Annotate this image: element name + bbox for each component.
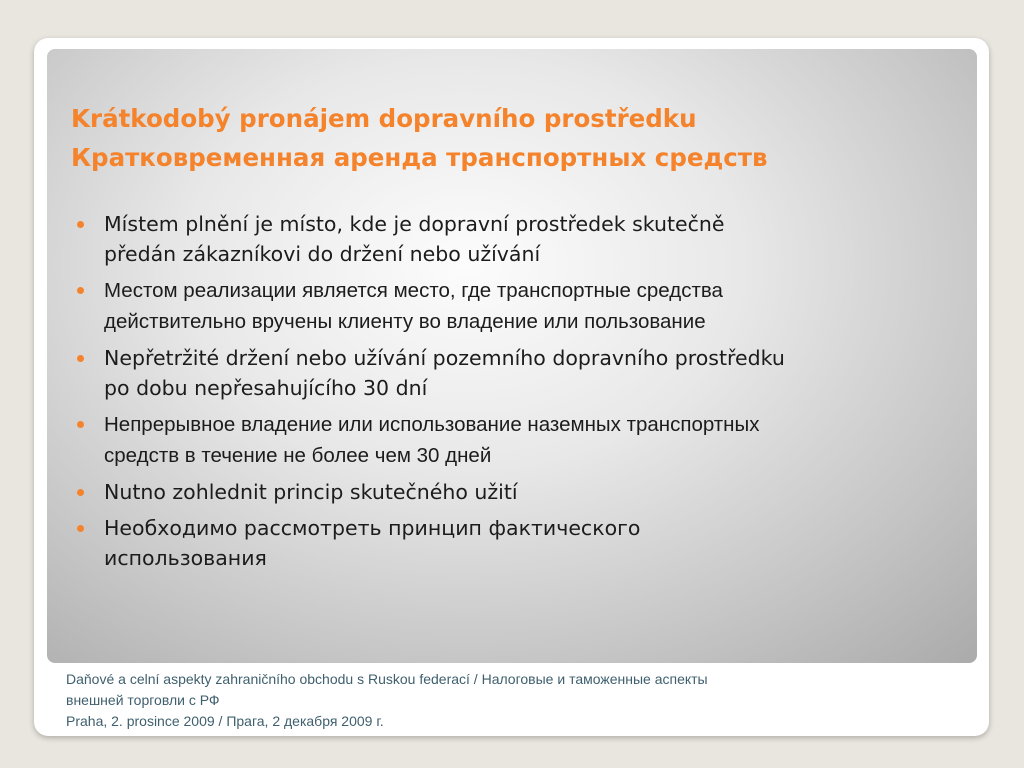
bullet-dot-icon <box>77 421 84 428</box>
title-line-russian: Кратковременная аренда транспортных средств <box>71 143 768 172</box>
bullet-item-place-of-supply-cz <box>77 209 957 269</box>
footer-date-line: Praha, 2. prosince 2009 / Прага, 2 декабря 2009 г. <box>66 713 384 729</box>
bullet-text-line: действительно вручены клиенту во владение или пользование <box>104 310 706 333</box>
title-line-czech: Krátkodobý pronájem dopravního prostředku <box>71 104 697 133</box>
bullet-item-actual-use-principle-cz <box>77 477 957 507</box>
bullet-text-line: Nutno zohlednit princip skutečného užití <box>104 480 518 504</box>
bullet-dot-icon <box>77 221 84 228</box>
bullet-text-line: Необходимо рассмотреть принцип фактического <box>104 516 641 540</box>
slide-title <box>71 99 768 177</box>
bullet-text-line: Непрерывное владение или использование наземных транспортных <box>104 413 760 436</box>
bullet-dot-icon <box>77 489 84 496</box>
bullet-text-line: средств в течение не более чем 30 дней <box>104 444 492 467</box>
bullet-dot-icon <box>77 287 84 294</box>
slide-footer <box>66 669 886 732</box>
bullet-list <box>77 209 957 579</box>
footer-line: внешней торговли с РФ <box>66 692 220 708</box>
bullet-text-line: использования <box>104 546 267 570</box>
bullet-text-line: Местом реализации является место, где транспортные средства <box>104 279 723 302</box>
bullet-item-actual-use-principle-ru <box>77 513 957 573</box>
footer-line: Daňové a celní aspekty zahraničního obchodu s Ruskou federací / Налоговые и таможенные аспекты <box>66 671 708 687</box>
bullet-dot-icon <box>77 355 84 362</box>
bullet-text-line: Místem plnění je místo, kde je dopravní prostředek skutečně <box>104 212 725 236</box>
bullet-text-line: po dobu nepřesahujícího 30 dní <box>104 376 428 400</box>
bullet-text-line: předán zákazníkovi do držení nebo užívání <box>104 242 541 266</box>
bullet-text-line: Nepřetržité držení nebo užívání pozemního dopravního prostředku <box>104 346 785 370</box>
bullet-item-place-of-supply-ru <box>77 275 957 337</box>
content-panel <box>47 49 977 663</box>
bullet-dot-icon <box>77 525 84 532</box>
bullet-item-continuous-use-cz <box>77 343 957 403</box>
bullet-item-continuous-use-ru <box>77 409 957 471</box>
